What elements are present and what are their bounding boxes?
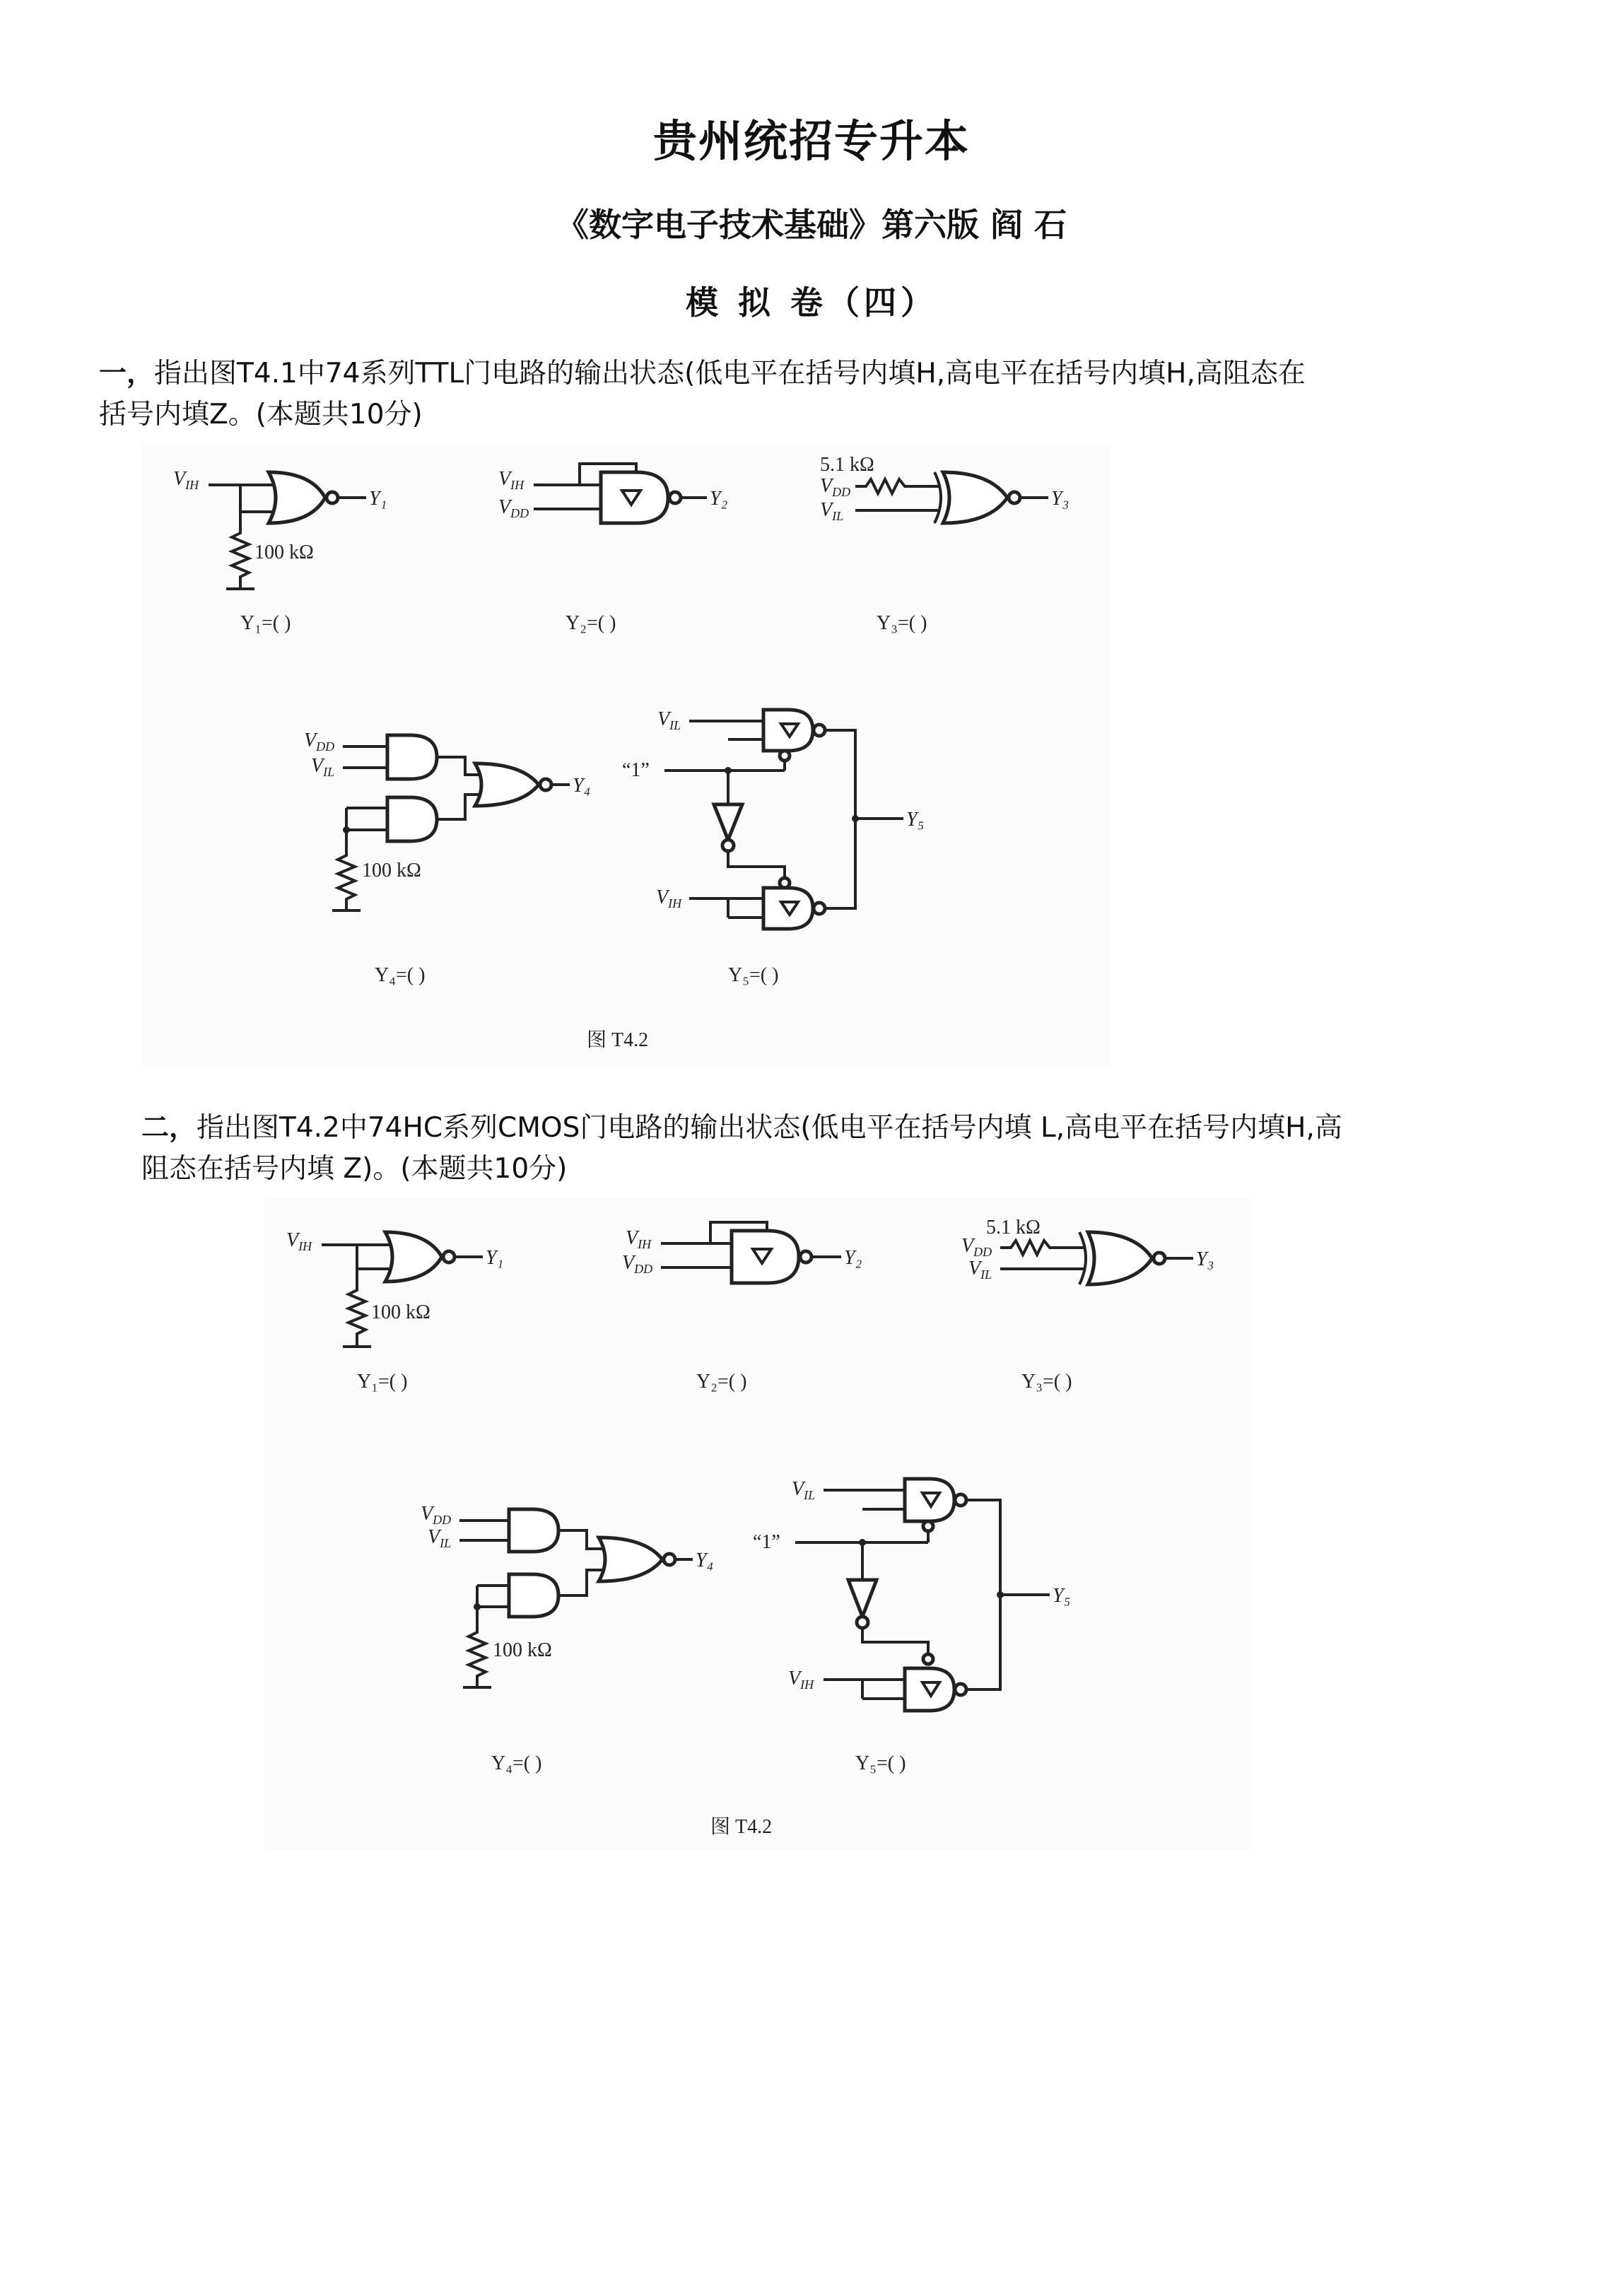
y2-answer: Y₂=( ) [566,612,616,634]
question-1 [99,353,1329,435]
y2-label: Y₂ [710,488,728,510]
figure-2-caption: 图 T4.2 [710,1816,773,1838]
svg-text:VIH: $V_{IH}$ [656,886,682,910]
document-subtitle: 《数字电子技术基础》第六版 阎 石 [556,206,1067,244]
circuit-y3 [820,454,1069,634]
svg-text:VIL: $V_{IL}$ [311,755,335,779]
svg-text:VIH: $V_{IH}$ [626,1227,652,1251]
y1-label: Y₁ [369,488,387,510]
circuit-y1 [286,1229,503,1393]
question-text: 指出图T4.2中74HC系列CMOS门电路的输出状态(低电平在括号内填 L,高电平在括号内填H,高阻态在括号内填 Z)。(本题共10分) [141,1112,1342,1185]
svg-text:VDD: $V_{DD}$ [622,1252,653,1276]
svg-text:VIL: $V_{IL}$ [968,1258,992,1282]
y3-label: Y₃ [1051,488,1070,510]
circuit-y1 [173,468,387,634]
svg-text:VIL: $V_{IL}$ [820,499,844,523]
y4-answer: Y₄=( ) [375,964,426,986]
svg-text:VDD: $V_{DD}$ [820,475,851,499]
y3-label: Y₃ [1196,1248,1214,1270]
y4-answer: Y₄=( ) [491,1752,542,1774]
svg-text:VIL: $V_{IL}$ [792,1478,816,1502]
y5-answer: Y₅=( ) [728,964,779,986]
y5-label: Y₅ [906,809,925,831]
y3-answer: Y₃=( ) [877,612,927,634]
y4-label: Y₄ [696,1550,714,1571]
svg-text:VIH: $V_{IH}$ [286,1229,312,1253]
svg-text:VDD: $V_{DD}$ [304,730,335,754]
question-number: 二， [141,1112,197,1144]
y1-resistor-label: 100 kΩ [371,1301,430,1323]
svg-text:VIH: $V_{IH}$ [173,468,199,492]
paper-name: 模 拟 卷（四） [685,283,938,322]
y3-resistor-label: 5.1 kΩ [986,1217,1041,1238]
circuit-y5 [753,1478,1070,1774]
figure-1-caption: 图 T4.2 [587,1029,649,1051]
circuit-figure-2 [265,1198,1251,1850]
circuit-y3 [961,1217,1214,1393]
circuit-y4 [304,730,590,986]
circuit-y2 [498,464,728,634]
y1-answer: Y₁=( ) [240,612,291,634]
y4-resistor-label: 100 kΩ [493,1639,552,1661]
question-text: 指出图T4.1中74系列TTL门电路的输出状态(低电平在括号内填H,高电平在括号内填H,高阻态在括号内填Z。(本题共10分) [99,358,1306,430]
question-number: 一， [99,358,155,390]
y4-label: Y₄ [573,775,591,797]
circuit-figure-1 [141,444,1110,1066]
svg-text:VIH: $V_{IH}$ [498,468,525,492]
y2-answer: Y₂=( ) [696,1371,747,1393]
y4-resistor-label: 100 kΩ [362,860,421,882]
document-title: 贵州统招专升本 [652,115,970,167]
y1-resistor-label: 100 kΩ [254,541,314,563]
y1-label: Y₁ [486,1247,504,1269]
y3-resistor-label: 5.1 kΩ [820,454,874,476]
y5-one-label: “1” [753,1531,780,1553]
svg-text:VIH: $V_{IH}$ [788,1668,814,1692]
question-2 [141,1108,1343,1190]
y5-answer: Y₅=( ) [855,1752,906,1774]
circuit-y5 [622,708,924,986]
y5-one-label: “1” [622,759,650,781]
svg-text:VDD: $V_{DD}$ [421,1503,452,1527]
y1-answer: Y₁=( ) [357,1371,408,1393]
svg-text:VIL: $V_{IL}$ [657,708,681,732]
y2-label: Y₂ [844,1247,862,1269]
svg-text:VIL: $V_{IL}$ [428,1526,452,1550]
circuit-y4 [421,1503,713,1774]
circuit-y2 [622,1222,862,1393]
y5-label: Y₅ [1053,1585,1071,1607]
y3-answer: Y₃=( ) [1021,1371,1072,1393]
svg-text:VDD: $V_{DD}$ [498,496,529,520]
svg-text:VDD: $V_{DD}$ [961,1235,992,1259]
